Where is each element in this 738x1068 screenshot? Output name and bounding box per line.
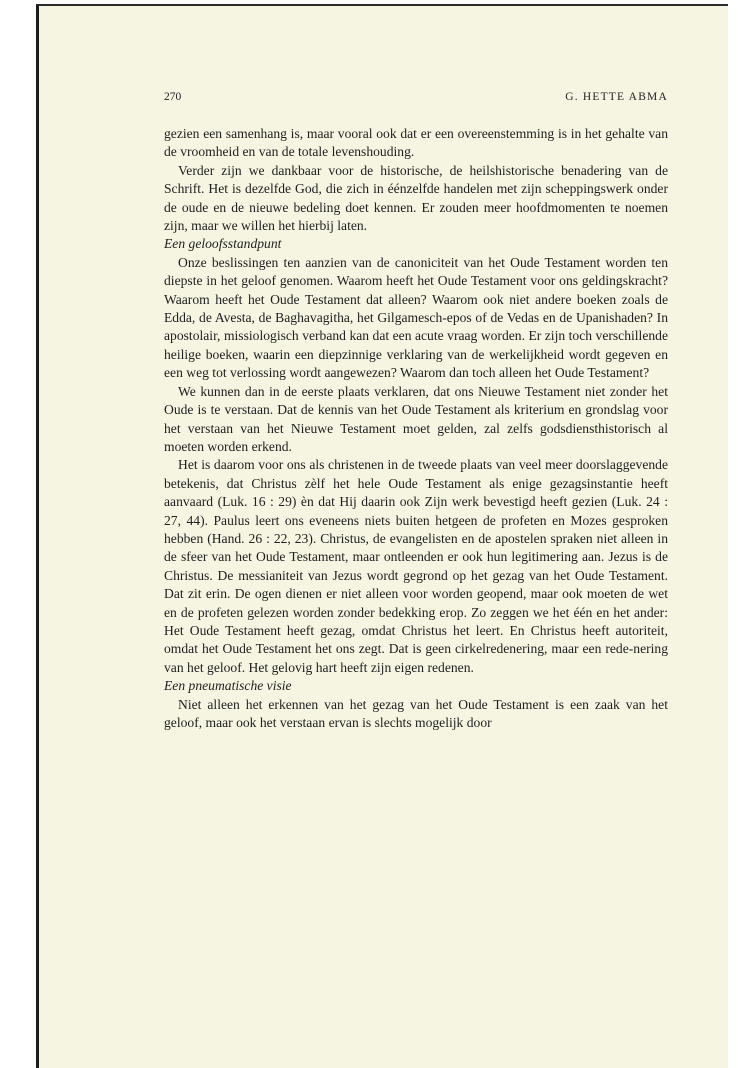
paragraph: Niet alleen het erkennen van het gezag van het Oude Testament is een zaak van het geloof, maar ook het verstaan ervan is slechts mogelijk door [164,696,668,730]
running-head-author: G. HETTE ABMA [565,91,668,103]
paragraph: Verder zijn we dankbaar voor de historische, de heilshistorische benadering van de Schrift. Het is dezelfde God, die zich in éénzelfde handelen met zijn scheppingswerk onder de oude en de nieuwe bedeling doet kennen. Er zouden meer hoofdmomenten te noemen zijn, maar we willen het hierbij laten. [164,162,668,234]
section-heading-geloofsstandpunt: Een geloofsstandpunt [164,236,282,252]
paragraph: Onze beslissingen ten aanzien van de canoniciteit van het Oude Testament worden ten diepste in het geloof genomen. Waarom heeft het Oude Testament voor ons geldingskracht? Waarom heeft het Oude Testament dat alleen? Waarom ook niet andere boeken zoals de Edda, de Avesta, de Baghavagitha, het Gilgamesch-epos of de Vedas en de Upanishaden? In apostolair, missiologisch verband kan dat een acute vraag worden. Er zijn toch verschillende heilige boeken, waarin een diepzinnige verklaring van de werkelijkheid wordt gegeven en een weg tot verlossing wordt aangewezen? Waarom dan toch alleen het Oude Testament? [164,254,668,381]
page-number: 270 [164,91,182,103]
paragraph: Het is daarom voor ons als christenen in de tweede plaats van veel meer doorslaggevende betekenis, dat Christus zèlf het hele Oude Testament als enige gezagsinstantie heeft aanvaard (Luk. 16 : 29) èn dat Hij daarin ook Zijn werk bevestigd heeft gezien (Luk. 24 : 27, 44). Paulus leert ons eveneens niets buiten hetgeen de profeten en Mozes gesproken hebben (Hand. 26 : 22, 23). Christus, de evangelisten en de apostelen spraken niet alleen in de sfeer van het Oude Testament, maar ontleenden er ook hun legitimering aan. Jezus is de Christus. De messianiteit van Jezus wordt gegrond op het gezag van het Oude Testament. Dat zit erin. De ogen dienen er niet alleen voor worden geopend, maar ook moeten de wet en de profeten gelezen worden zonder bedekking erop. Zo zeggen we het één en het ander: Het Oude Testament heeft gezag, omdat Christus het leert. En Christus heeft autoriteit, omdat het Oude Testament het ons zegt. Dat is geen cirkelredenering, maar een rede-nering van het geloof. Het gelovig hart heeft zijn eigen redenen. [164,457,668,675]
paragraph-continued: gezien een samenhang is, maar vooral ook dat er een overeenstemming is in het gehalte van de vroomheid en van de totale levenshouding. [164,126,668,160]
book-page [36,4,728,1068]
section-heading-pneumatische-visie: Een pneumatische visie [164,678,292,694]
paragraph: We kunnen dan in de eerste plaats verklaren, dat ons Nieuwe Testament niet zonder het Oude is te verstaan. Dat de kennis van het Oude Testament als kriterium en grondslag voor het verstaan van het Nieuwe Testament moet gelden, zal zelfs godsdiensthistorisch al moeten worden erkend. [164,383,668,454]
page-body [164,125,668,732]
